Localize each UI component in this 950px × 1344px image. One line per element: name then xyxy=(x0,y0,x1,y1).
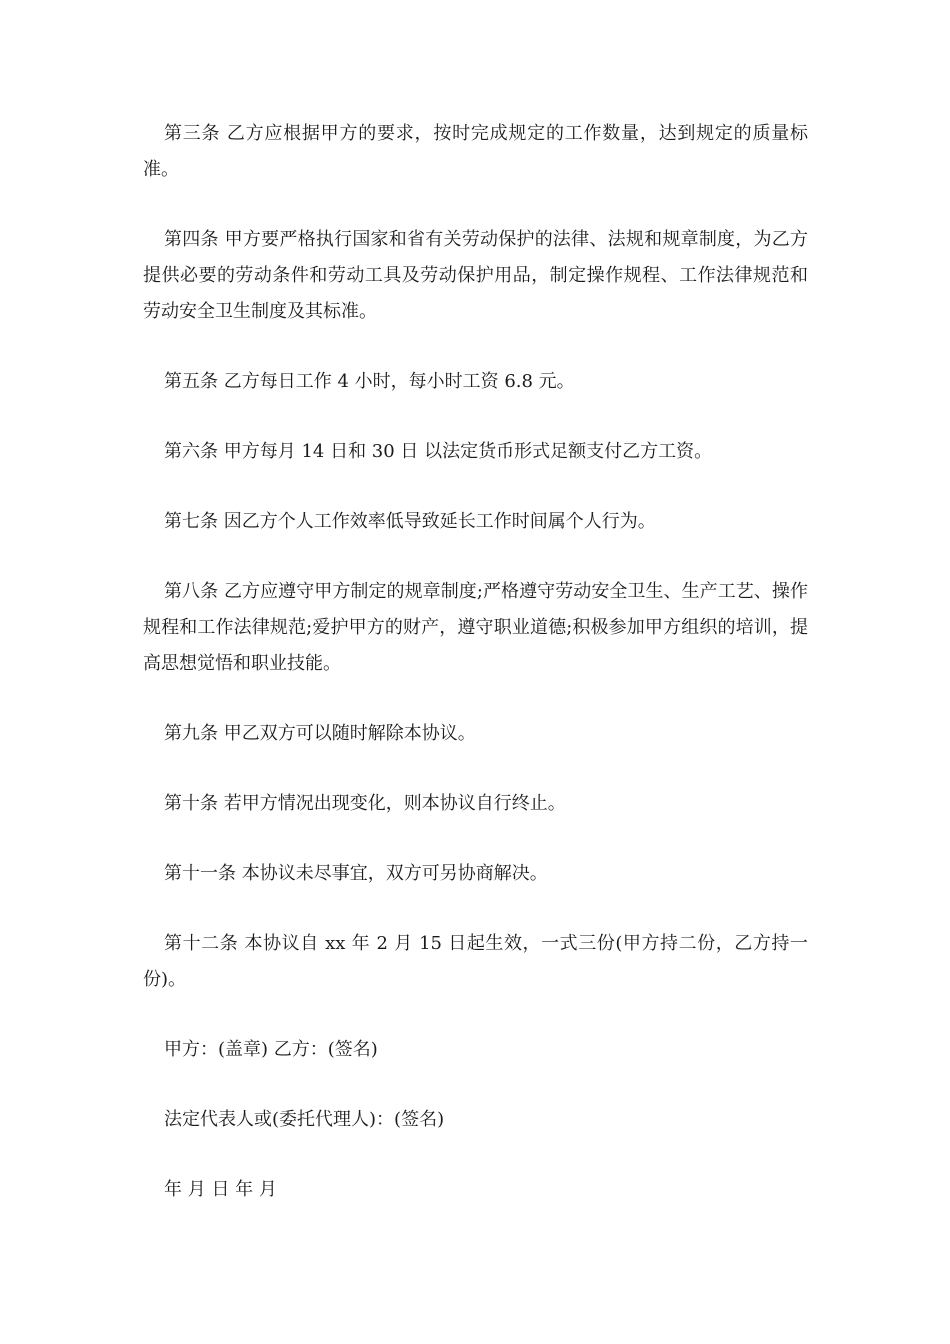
document-body xyxy=(143,116,808,1242)
article-6: 第六条 甲方每月 14 日和 30 日 以法定货币形式足额支付乙方工资。 xyxy=(164,441,713,462)
article-4: 第四条 甲方要严格执行国家和省有关劳动保护的法律、法规和规章制度，为乙方提供必要的劳动条件和劳动工具及劳动保护用品，制定操作规程、工作法律规范和劳动安全卫生制度及其标准。 xyxy=(143,229,808,322)
article-10: 第十条 若甲方情况出现变化，则本协议自行终止。 xyxy=(164,793,566,814)
article-12: 第十二条 本协议自 xx 年 2 月 15 日起生效，一式三份(甲方持二份，乙方持一份)。 xyxy=(143,933,808,990)
date-line: 年 月 日 年 月 xyxy=(164,1179,277,1200)
party-signature-line: 甲方：(盖章) 乙方：(签名) xyxy=(164,1039,378,1060)
article-7: 第七条 因乙方个人工作效率低导致延长工作时间属个人行为。 xyxy=(164,511,656,532)
article-5: 第五条 乙方每日工作 4 小时，每小时工资 6.8 元。 xyxy=(164,371,575,392)
article-8: 第八条 乙方应遵守甲方制定的规章制度;严格遵守劳动安全卫生、生产工艺、操作规程和工作法律规范;爱护甲方的财产，遵守职业道德;积极参加甲方组织的培训，提高思想觉悟和职业技能。 xyxy=(143,581,808,674)
article-11: 第十一条 本协议未尽事宜，双方可另协商解决。 xyxy=(164,863,548,884)
article-3: 第三条 乙方应根据甲方的要求，按时完成规定的工作数量，达到规定的质量标准。 xyxy=(143,123,808,180)
article-9: 第九条 甲乙双方可以随时解除本协议。 xyxy=(164,723,476,744)
legal-representative-line: 法定代表人或(委托代理人)：(签名) xyxy=(164,1109,445,1130)
